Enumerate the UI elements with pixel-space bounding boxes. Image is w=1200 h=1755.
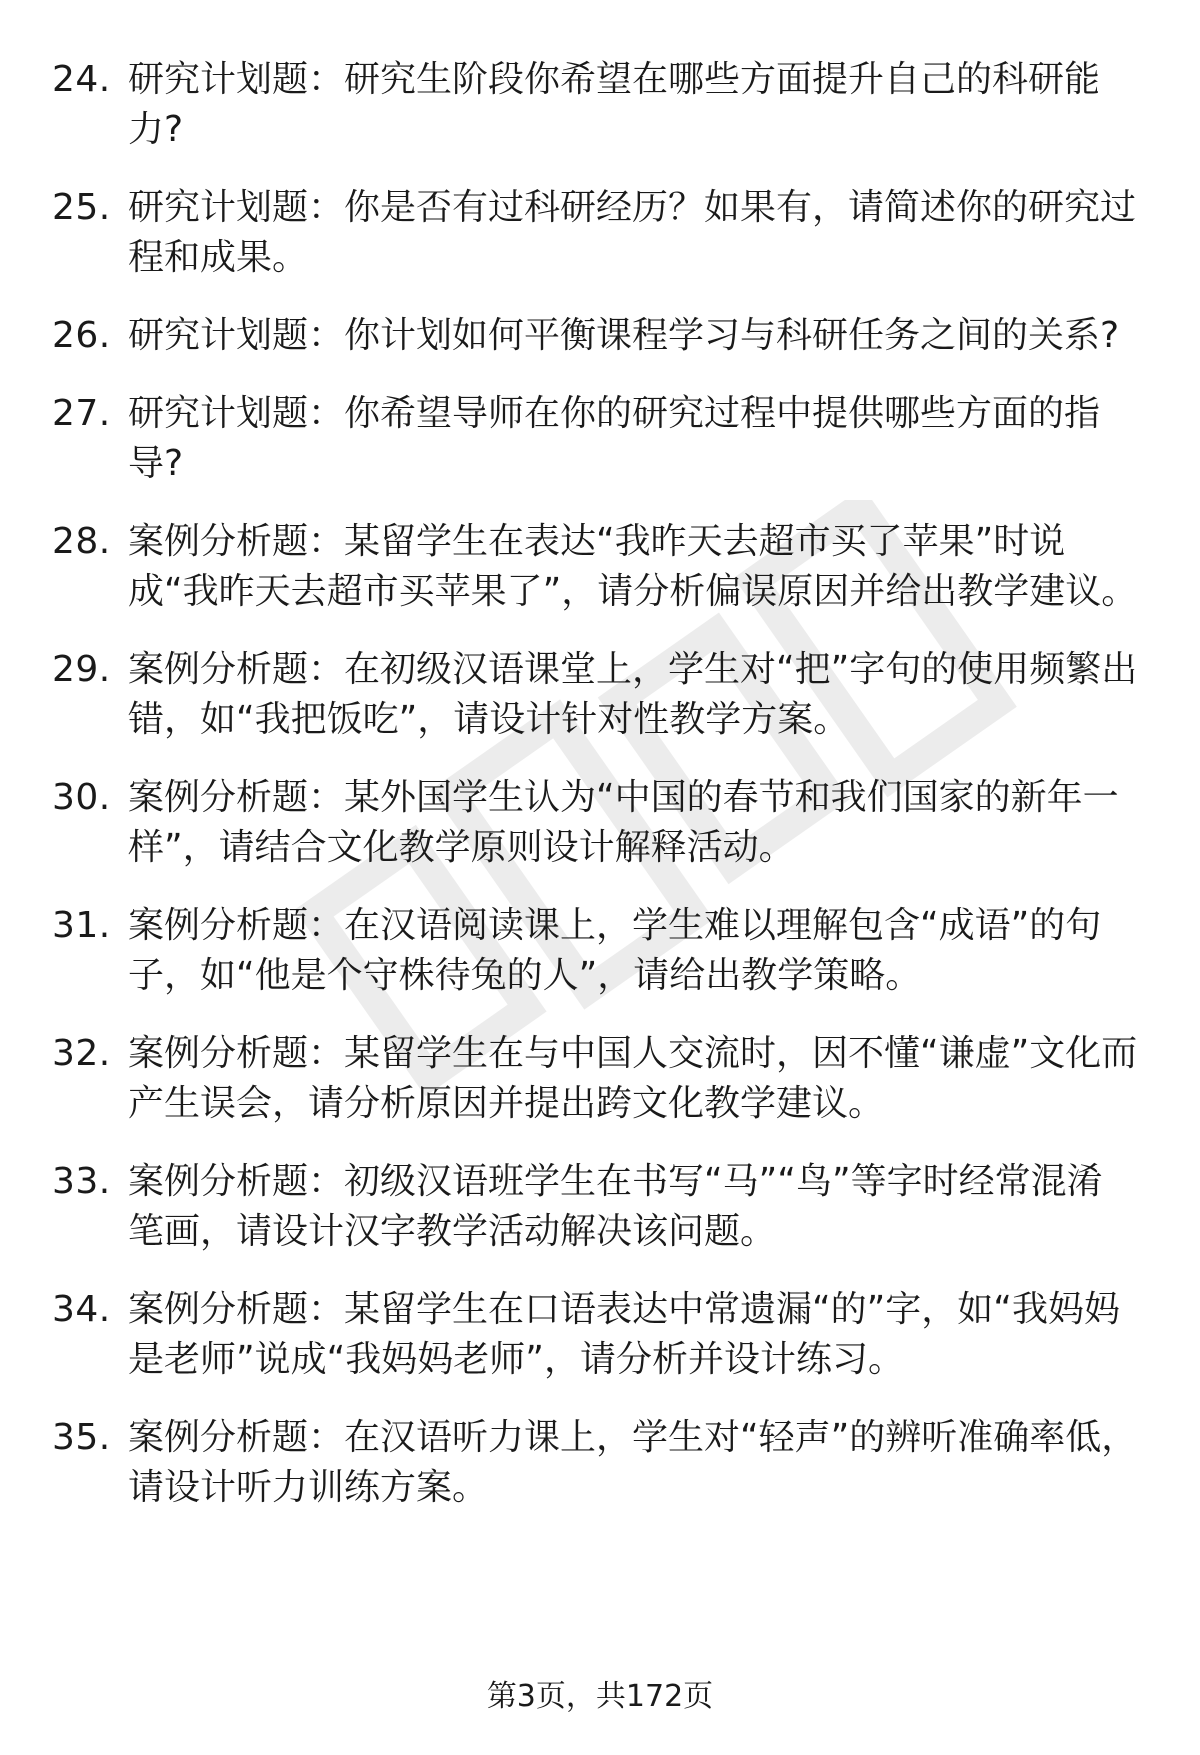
page-footer: 第3页，共172页 (486, 1679, 714, 1714)
question-number: 31. (52, 905, 111, 946)
question-number: 28. (52, 521, 111, 562)
question-number: 25. (52, 187, 111, 228)
question-text: 案例分析题：某留学生在与中国人交流时，因不懂“谦虚”文化而产生误会，请分析原因并提出跨文化教学建议。 (128, 1033, 1138, 1124)
question-text: 研究计划题：你希望导师在你的研究过程中提供哪些方面的指导? (128, 393, 1101, 484)
question-item (52, 183, 1152, 283)
question-text: 案例分析题：在汉语听力课上，学生对“轻声”的辨听准确率低，请设计听力训练方案。 (128, 1417, 1138, 1508)
question-item (52, 773, 1152, 873)
question-item (52, 311, 1152, 361)
question-item (52, 1413, 1152, 1513)
question-item (52, 55, 1152, 155)
question-text: 研究计划题：你计划如何平衡课程学习与科研任务之间的关系? (128, 315, 1120, 356)
question-item (52, 1029, 1152, 1129)
question-text: 案例分析题：初级汉语班学生在书写“马”“鸟”等字时经常混淆笔画，请设计汉字教学活动解决该问题。 (128, 1161, 1103, 1252)
question-text: 研究计划题：你是否有过科研经历？如果有，请简述你的研究过程和成果。 (128, 187, 1137, 278)
question-item (52, 517, 1152, 617)
question-number: 32. (52, 1033, 111, 1074)
question-number: 29. (52, 649, 111, 690)
question-item (52, 1285, 1152, 1385)
question-number: 33. (52, 1161, 111, 1202)
question-text: 案例分析题：某留学生在口语表达中常遗漏“的”字，如“我妈妈是老师”说成“我妈妈老师”，请分析并设计练习。 (128, 1289, 1120, 1380)
question-number: 34. (52, 1289, 111, 1330)
question-number: 30. (52, 777, 111, 818)
question-number: 24. (52, 59, 111, 100)
question-item (52, 1157, 1152, 1257)
question-text: 研究计划题：研究生阶段你希望在哪些方面提升自己的科研能力? (128, 59, 1101, 150)
question-list (52, 55, 1152, 1541)
question-text: 案例分析题：在初级汉语课堂上，学生对“把”字句的使用频繁出错，如“我把饭吃”，请设计针对性教学方案。 (128, 649, 1138, 740)
question-text: 案例分析题：某外国学生认为“中国的春节和我们国家的新年一样”，请结合文化教学原则设计解释活动。 (128, 777, 1119, 868)
question-text: 案例分析题：在汉语阅读课上，学生难以理解包含“成语”的句子，如“他是个守株待兔的人”，请给出教学策略。 (128, 905, 1102, 996)
question-item (52, 645, 1152, 745)
question-item (52, 901, 1152, 1001)
question-number: 26. (52, 315, 111, 356)
question-number: 35. (52, 1417, 111, 1458)
question-text: 案例分析题：某留学生在表达“我昨天去超市买了苹果”时说成“我昨天去超市买苹果了”，请分析偏误原因并给出教学建议。 (128, 521, 1138, 612)
question-number: 27. (52, 393, 111, 434)
question-item (52, 389, 1152, 489)
